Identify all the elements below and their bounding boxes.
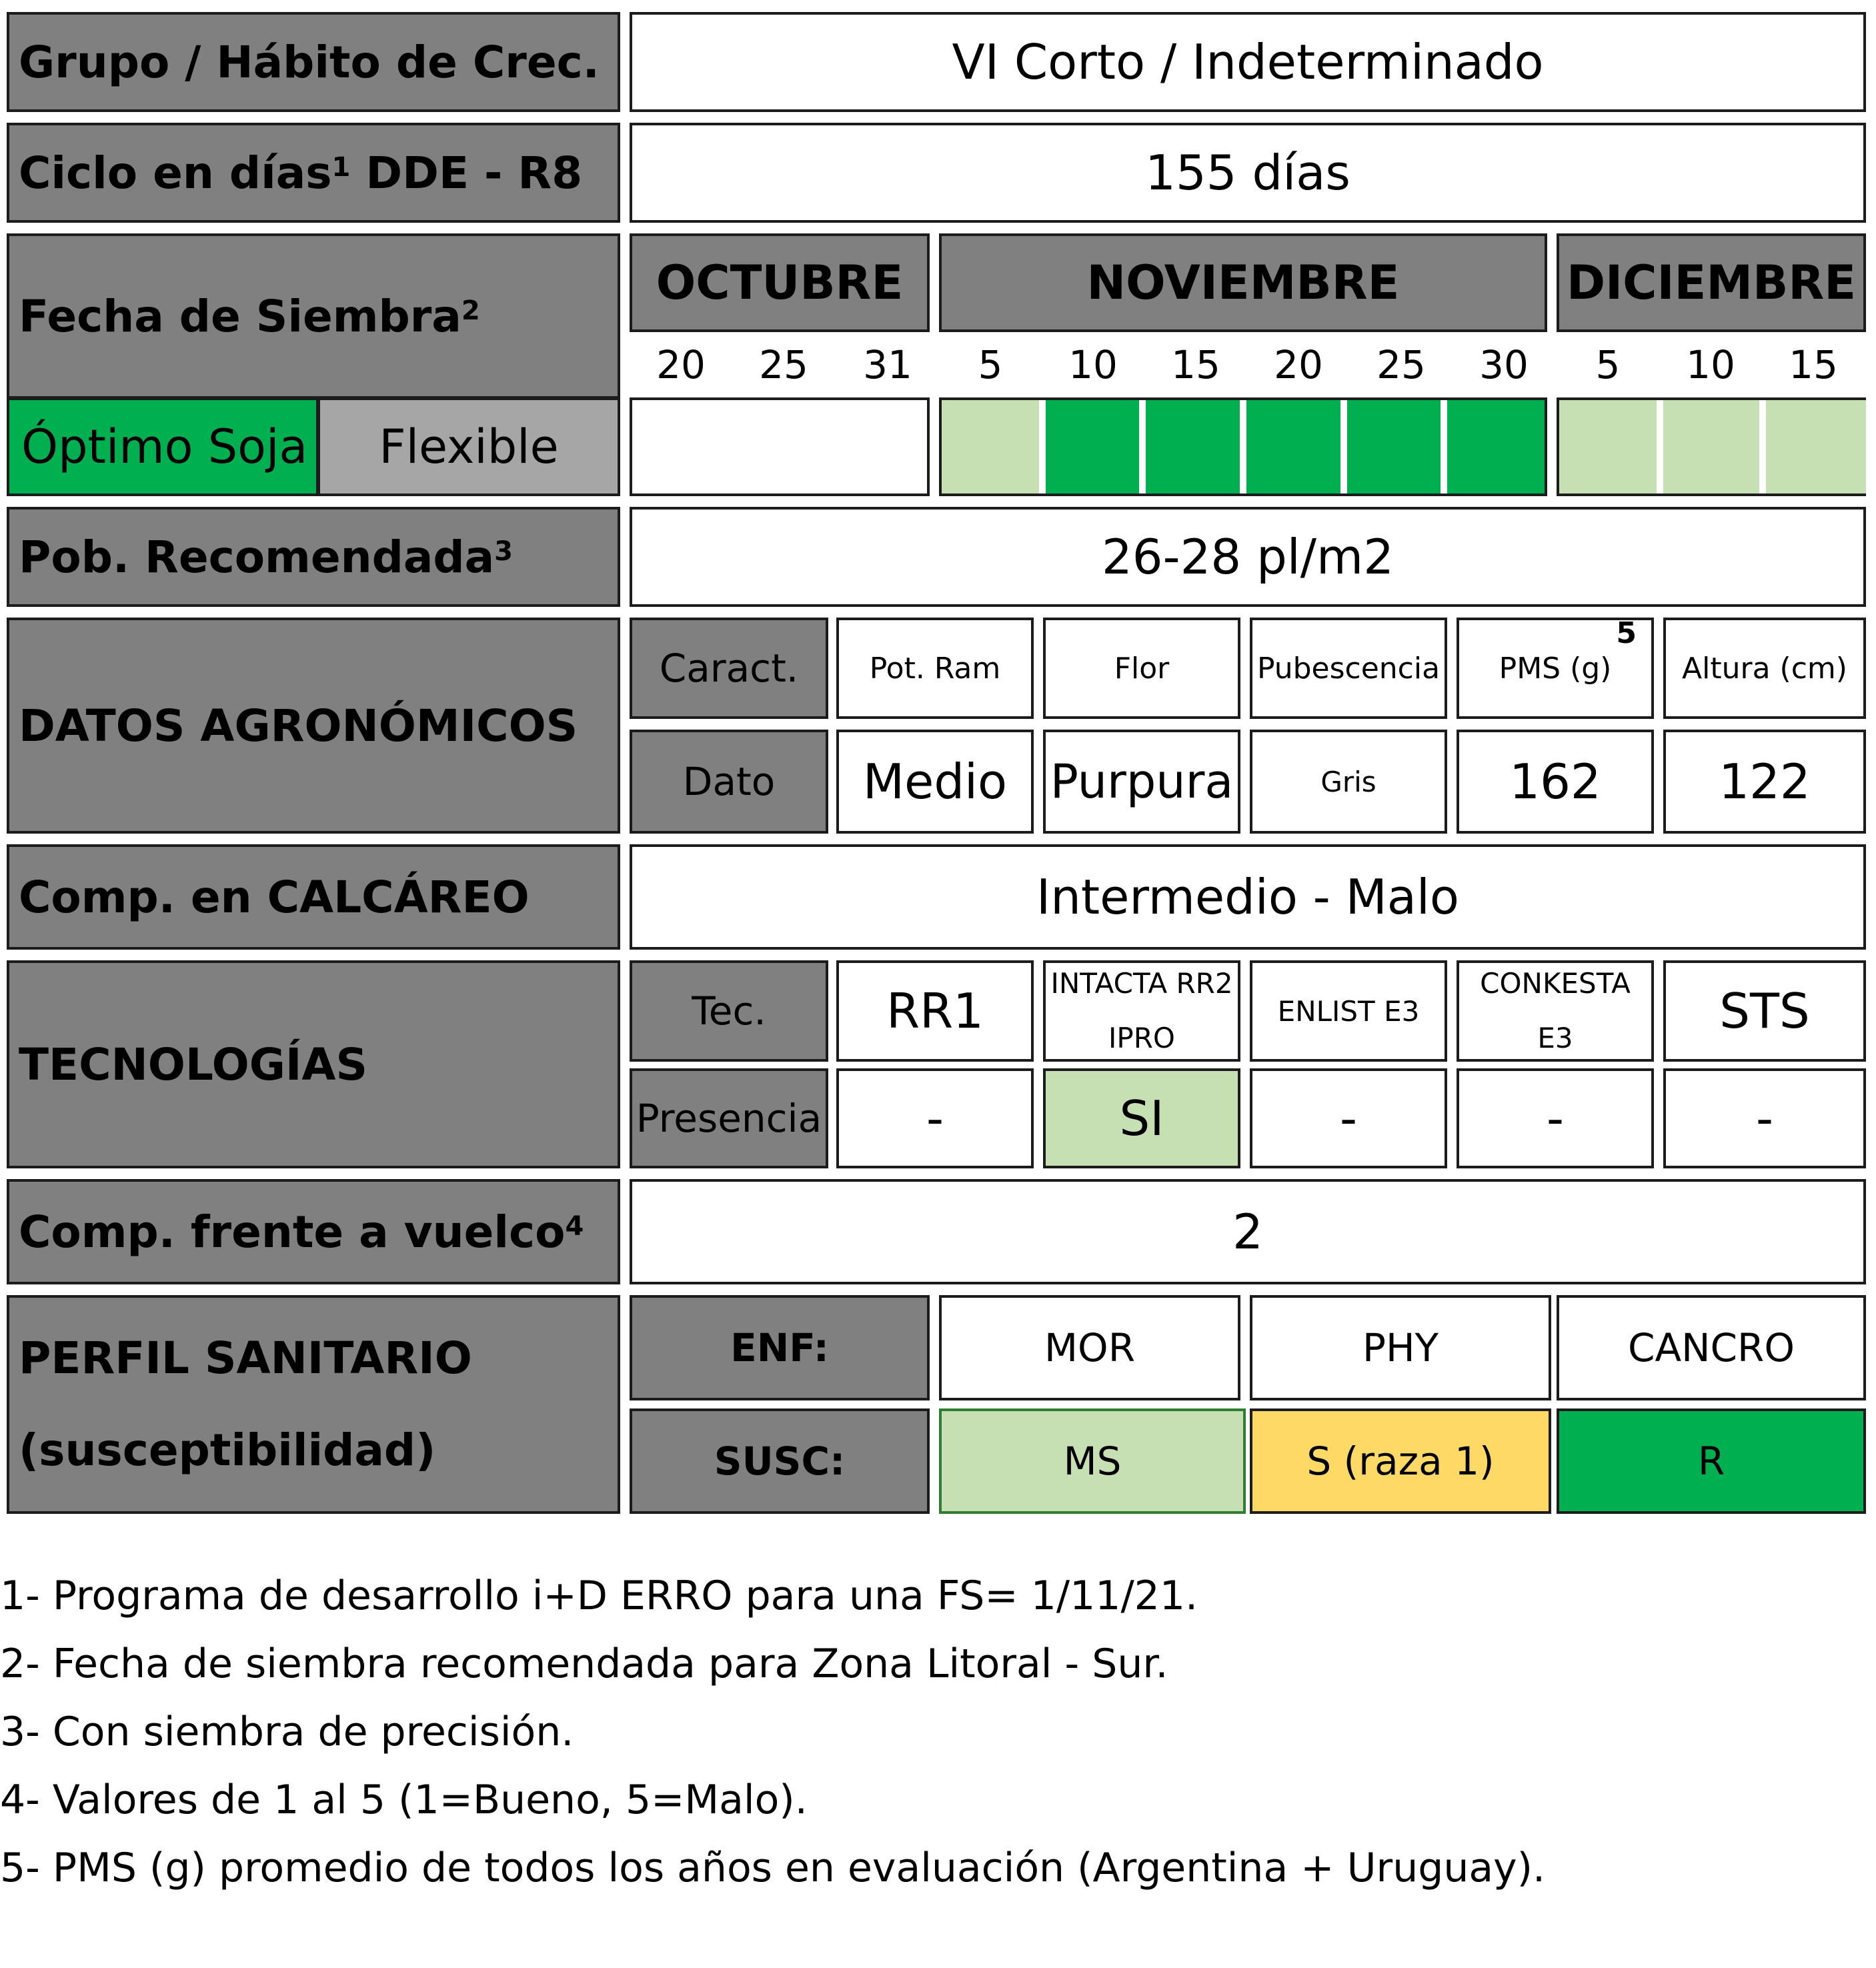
day-label-0: 20 bbox=[656, 342, 706, 387]
tec-sts: STS bbox=[1663, 960, 1866, 1062]
calendar-cell-nov-1 bbox=[1042, 400, 1143, 494]
calendar-november bbox=[939, 397, 1547, 496]
footnote-5: 5- PMS (g) promedio de todos los años en evaluación (Argentina + Uruguay). bbox=[0, 1845, 1546, 1891]
susc-mor: MS bbox=[939, 1408, 1246, 1514]
poblacion-value: 26-28 pl/m2 bbox=[630, 507, 1866, 607]
calendar-october bbox=[630, 397, 930, 496]
tec-enlist: ENLIST E3 bbox=[1250, 960, 1447, 1062]
footnote-2: 2- Fecha de siembra recomendada para Zona Litoral - Sur. bbox=[0, 1641, 1168, 1687]
presencia-sts: - bbox=[1663, 1068, 1866, 1168]
tec-conkesta-line2: E3 bbox=[1537, 1022, 1573, 1054]
day-label-6: 20 bbox=[1274, 342, 1323, 387]
enf-phy: PHY bbox=[1250, 1295, 1551, 1400]
calendar-cell-nov-3 bbox=[1243, 400, 1344, 494]
sanitario-label-line1: PERFIL SANITARIO bbox=[19, 1332, 472, 1384]
day-label-2: 31 bbox=[863, 342, 912, 387]
presencia-conkesta: - bbox=[1457, 1068, 1654, 1168]
calendar-cell-nov-5 bbox=[1444, 400, 1545, 494]
fecha-label-text: Fecha de Siembra bbox=[19, 290, 461, 342]
calendar-december bbox=[1557, 397, 1866, 496]
calendar-cell-dic-0 bbox=[1557, 400, 1660, 494]
tec-conkesta bbox=[1457, 960, 1654, 1062]
header-pot-ram: Pot. Ram bbox=[836, 618, 1034, 719]
day-label-3: 5 bbox=[978, 342, 1003, 387]
legend-flexible: Flexible bbox=[317, 397, 620, 496]
grupo-label bbox=[7, 12, 620, 112]
value-pms: 162 bbox=[1457, 730, 1654, 834]
legend-optimo: Óptimo Soja bbox=[7, 397, 319, 496]
value-altura: 122 bbox=[1663, 730, 1866, 834]
calendar-dic-border bbox=[1557, 400, 1559, 494]
tecnologias-label: TECNOLOGÍAS bbox=[7, 960, 620, 1168]
ciclo-value: 155 días bbox=[630, 123, 1866, 223]
value-pot-ram: Medio bbox=[836, 730, 1034, 834]
value-flor: Purpura bbox=[1043, 730, 1240, 834]
calendar-separator bbox=[1240, 400, 1246, 494]
day-label-10: 10 bbox=[1686, 342, 1735, 387]
tec-rr1: RR1 bbox=[836, 960, 1034, 1062]
day-label-9: 5 bbox=[1595, 342, 1621, 387]
calendar-separator bbox=[1441, 400, 1447, 494]
tec-label: Tec. bbox=[630, 960, 828, 1062]
datos-label: DATOS AGRONÓMICOS bbox=[7, 618, 620, 834]
calcareo-label: Comp. en CALCÁREO bbox=[7, 844, 620, 950]
enf-cancro: CANCRO bbox=[1557, 1295, 1866, 1400]
presencia-enlist: - bbox=[1250, 1068, 1447, 1168]
ciclo-label: Ciclo en días 1 DDE - R8 bbox=[7, 123, 620, 223]
tec-intacta bbox=[1043, 960, 1240, 1062]
day-label-8: 30 bbox=[1479, 342, 1529, 387]
header-pubescencia: Pubescencia bbox=[1250, 618, 1447, 719]
enf-label: ENF: bbox=[630, 1295, 930, 1400]
day-label-11: 15 bbox=[1789, 342, 1838, 387]
header-pms bbox=[1457, 618, 1654, 719]
day-label-5: 15 bbox=[1171, 342, 1220, 387]
dato-label: Dato bbox=[630, 730, 828, 834]
sanitario-label bbox=[7, 1295, 620, 1514]
tec-intacta-line1: INTACTA RR2 bbox=[1050, 967, 1233, 1000]
presencia-rr1: - bbox=[836, 1068, 1034, 1168]
fecha-label: Fecha de Siembra 2 bbox=[7, 233, 620, 399]
calendar-separator bbox=[1039, 400, 1046, 494]
day-label-4: 10 bbox=[1068, 342, 1118, 387]
calcareo-value: Intermedio - Malo bbox=[630, 844, 1866, 950]
sanitario-label-line2: (susceptibilidad) bbox=[19, 1424, 436, 1476]
calendar-cell-dic-1 bbox=[1660, 400, 1763, 494]
calendar-cell-nov-4 bbox=[1344, 400, 1445, 494]
grupo-label-text: Grupo / Hábito de Crec. bbox=[19, 36, 600, 88]
header-altura: Altura (cm) bbox=[1663, 618, 1866, 719]
calendar-separator bbox=[1340, 400, 1347, 494]
calendar-cell-nov-2 bbox=[1142, 400, 1243, 494]
grupo-value: VI Corto / Indeterminado bbox=[630, 12, 1866, 112]
footnote-3: 3- Con siembra de precisión. bbox=[0, 1709, 574, 1755]
susc-label: SUSC: bbox=[630, 1408, 930, 1514]
header-pms-text: PMS (g) bbox=[1499, 651, 1612, 686]
value-pubescencia: Gris bbox=[1250, 730, 1447, 834]
susc-phy: S (raza 1) bbox=[1250, 1408, 1551, 1514]
footnote-4: 4- Valores de 1 al 5 (1=Bueno, 5=Malo). bbox=[0, 1777, 808, 1823]
days-row bbox=[630, 335, 1866, 395]
pms-footnote-ref: 5 bbox=[1616, 616, 1637, 650]
susc-cancro: R bbox=[1557, 1408, 1866, 1514]
tec-conkesta-line1: CONKESTA bbox=[1480, 967, 1631, 1000]
calendar-cell-dic-2 bbox=[1763, 400, 1866, 494]
calendar-cell-nov-0 bbox=[942, 400, 1042, 494]
caract-label: Caract. bbox=[630, 618, 828, 719]
presencia-label: Presencia bbox=[630, 1068, 828, 1168]
ciclo-label-text: Ciclo en días bbox=[19, 147, 332, 199]
vuelco-label-text: Comp. frente a vuelco bbox=[19, 1206, 566, 1258]
footnote-1: 1- Programa de desarrollo i+D ERRO para una FS= 1/11/21. bbox=[0, 1573, 1198, 1619]
poblacion-label: Pob. Recomendada 3 bbox=[7, 507, 620, 607]
tec-intacta-line2: IPRO bbox=[1108, 1022, 1175, 1054]
month-octubre: OCTUBRE bbox=[630, 233, 930, 332]
header-flor: Flor bbox=[1043, 618, 1240, 719]
enf-mor: MOR bbox=[939, 1295, 1240, 1400]
presencia-intacta: SI bbox=[1043, 1068, 1240, 1168]
month-diciembre: DICIEMBRE bbox=[1557, 233, 1866, 332]
vuelco-value: 2 bbox=[630, 1179, 1866, 1284]
vuelco-label: Comp. frente a vuelco 4 bbox=[7, 1179, 620, 1284]
ciclo-label-suffix: DDE - R8 bbox=[350, 147, 583, 199]
month-noviembre: NOVIEMBRE bbox=[939, 233, 1547, 332]
calendar-separator bbox=[1759, 400, 1766, 494]
calendar-separator bbox=[1657, 400, 1663, 494]
poblacion-label-text: Pob. Recomendada bbox=[19, 531, 495, 583]
day-label-1: 25 bbox=[759, 342, 808, 387]
day-label-7: 25 bbox=[1376, 342, 1426, 387]
calendar-separator bbox=[1139, 400, 1146, 494]
